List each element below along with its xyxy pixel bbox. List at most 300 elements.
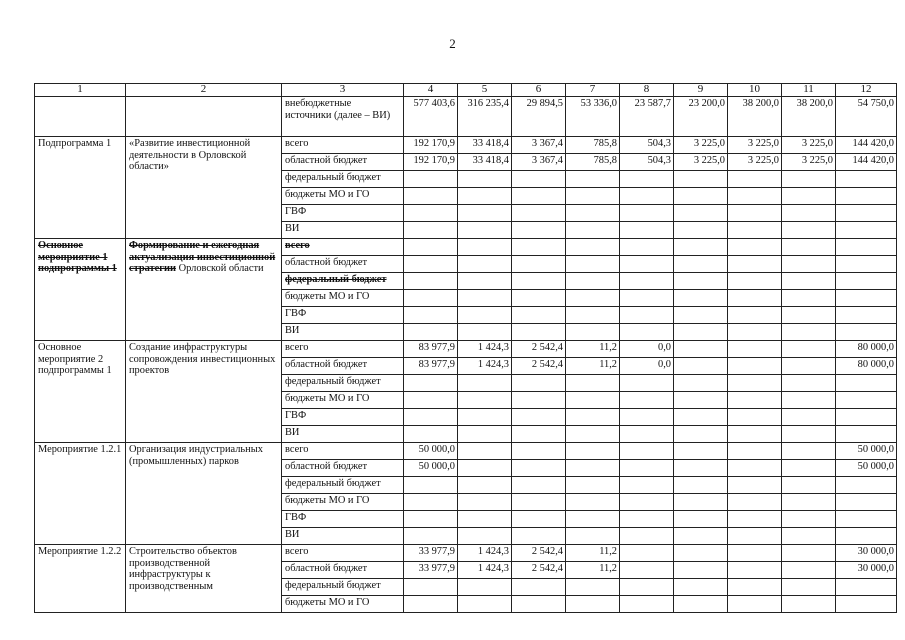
value-cell (620, 222, 674, 239)
value-cell: 11,2 (566, 358, 620, 375)
program-title: Строительство объектов производственной инфраструктуры к производственным (129, 546, 237, 592)
value-cell (674, 290, 728, 307)
value-cell (566, 596, 620, 613)
value-cell: 38 200,0 (728, 97, 782, 137)
program-title-cell (126, 341, 282, 443)
funding-source: бюджеты МО и ГО (285, 597, 370, 608)
value-cell (782, 511, 836, 528)
funding-source: внебюджетные источники (далее – ВИ) (285, 98, 391, 121)
funding-source: областной бюджет (285, 563, 368, 574)
value-cell: 80 000,0 (836, 358, 897, 375)
header-cell: 2 (126, 84, 282, 97)
value-cell (782, 494, 836, 511)
value-cell (782, 341, 836, 358)
value-cell: 33 418,4 (458, 137, 512, 154)
funding-source-cell (282, 562, 404, 579)
header-cell: 6 (512, 84, 566, 97)
value-cell (512, 256, 566, 273)
value-cell (836, 256, 897, 273)
value-cell: 30 000,0 (836, 545, 897, 562)
program-title: Организация индустриальных (промышленных) парков (129, 444, 263, 467)
value-cell (404, 579, 458, 596)
value-cell (512, 222, 566, 239)
value-cell (620, 511, 674, 528)
value-cell: 192 170,9 (404, 154, 458, 171)
header-cell: 7 (566, 84, 620, 97)
value-cell (512, 392, 566, 409)
funding-source: бюджеты МО и ГО (285, 393, 370, 404)
value-cell (458, 256, 512, 273)
funding-source-cell (282, 545, 404, 562)
value-cell (782, 256, 836, 273)
value-cell (728, 511, 782, 528)
value-cell (674, 375, 728, 392)
value-cell (620, 375, 674, 392)
value-cell (674, 341, 728, 358)
header-cell: 1 (35, 84, 126, 97)
value-cell (458, 273, 512, 290)
value-cell (836, 579, 897, 596)
value-cell: 33 977,9 (404, 545, 458, 562)
value-cell: 192 170,9 (404, 137, 458, 154)
page-number: 2 (449, 36, 456, 51)
value-cell (728, 596, 782, 613)
value-cell: 2 542,4 (512, 562, 566, 579)
funding-source-cell (282, 375, 404, 392)
value-cell: 83 977,9 (404, 341, 458, 358)
value-cell (512, 375, 566, 392)
funding-source-cell (282, 256, 404, 273)
value-cell (458, 392, 512, 409)
program-title-cell (126, 97, 282, 137)
value-cell (728, 358, 782, 375)
value-cell (620, 171, 674, 188)
value-cell (728, 375, 782, 392)
value-cell (566, 188, 620, 205)
value-cell (620, 528, 674, 545)
header-cell: 4 (404, 84, 458, 97)
value-cell (836, 426, 897, 443)
value-cell (512, 477, 566, 494)
funding-source: бюджеты МО и ГО (285, 189, 370, 200)
value-cell (674, 256, 728, 273)
value-cell (728, 460, 782, 477)
value-cell (458, 511, 512, 528)
funding-source: всего (285, 240, 310, 251)
value-cell (674, 562, 728, 579)
value-cell (566, 494, 620, 511)
value-cell (620, 426, 674, 443)
value-cell (620, 290, 674, 307)
header-cell: 5 (458, 84, 512, 97)
value-cell (782, 426, 836, 443)
value-cell (512, 443, 566, 460)
value-cell (512, 494, 566, 511)
value-cell (566, 222, 620, 239)
funding-source: всего (285, 444, 309, 455)
value-cell (782, 307, 836, 324)
value-cell (566, 239, 620, 256)
value-cell (512, 205, 566, 222)
value-cell (728, 426, 782, 443)
value-cell: 316 235,4 (458, 97, 512, 137)
value-cell: 0,0 (620, 341, 674, 358)
value-cell: 3 225,0 (728, 137, 782, 154)
value-cell (404, 324, 458, 341)
value-cell (674, 528, 728, 545)
value-cell (566, 171, 620, 188)
funding-source-cell (282, 222, 404, 239)
funding-source: областной бюджет (285, 359, 368, 370)
value-cell (836, 324, 897, 341)
value-cell (404, 205, 458, 222)
funding-source: федеральный бюджет (285, 478, 381, 489)
table-row (35, 443, 897, 460)
value-cell: 23 200,0 (674, 97, 728, 137)
funding-source: ГВФ (285, 206, 307, 217)
header-cell: 8 (620, 84, 674, 97)
value-cell (620, 205, 674, 222)
value-cell: 3 225,0 (782, 137, 836, 154)
value-cell (836, 528, 897, 545)
funding-source-cell (282, 477, 404, 494)
funding-source-cell (282, 528, 404, 545)
value-cell (512, 426, 566, 443)
value-cell (620, 256, 674, 273)
program-name: Мероприятие 1.2.2 (38, 546, 122, 557)
value-cell (620, 579, 674, 596)
value-cell (674, 511, 728, 528)
value-cell (674, 222, 728, 239)
value-cell (512, 460, 566, 477)
value-cell (674, 307, 728, 324)
value-cell (566, 528, 620, 545)
value-cell: 2 542,4 (512, 341, 566, 358)
program-title-cell (126, 239, 282, 341)
value-cell (512, 171, 566, 188)
value-cell (836, 511, 897, 528)
value-cell: 33 977,9 (404, 562, 458, 579)
value-cell (728, 562, 782, 579)
program-name: Основное мероприятие 1 подпрограммы 1 (38, 240, 117, 274)
program-name-cell (35, 545, 126, 613)
value-cell: 577 403,6 (404, 97, 458, 137)
value-cell (728, 324, 782, 341)
value-cell (458, 307, 512, 324)
funding-source: бюджеты МО и ГО (285, 291, 370, 302)
value-cell (620, 443, 674, 460)
funding-source-cell (282, 290, 404, 307)
value-cell: 144 420,0 (836, 137, 897, 154)
funding-source-cell (282, 579, 404, 596)
value-cell (458, 426, 512, 443)
value-cell (512, 188, 566, 205)
value-cell: 3 367,4 (512, 154, 566, 171)
value-cell (566, 273, 620, 290)
value-cell: 3 225,0 (674, 154, 728, 171)
value-cell (836, 188, 897, 205)
value-cell (512, 409, 566, 426)
value-cell (404, 511, 458, 528)
value-cell (674, 477, 728, 494)
funding-source-cell (282, 392, 404, 409)
funding-source-cell (282, 596, 404, 613)
funding-source: федеральный бюджет (285, 580, 381, 591)
value-cell (674, 324, 728, 341)
value-cell (782, 324, 836, 341)
funding-source: областной бюджет (285, 257, 368, 268)
value-cell (728, 171, 782, 188)
funding-source: ВИ (285, 325, 300, 336)
header-cell: 12 (836, 84, 897, 97)
value-cell (458, 239, 512, 256)
funding-source: ГВФ (285, 410, 307, 421)
funding-source-cell (282, 171, 404, 188)
funding-source-cell (282, 460, 404, 477)
funding-source: бюджеты МО и ГО (285, 495, 370, 506)
value-cell (512, 239, 566, 256)
value-cell (566, 307, 620, 324)
value-cell (782, 392, 836, 409)
value-cell (566, 392, 620, 409)
value-cell (566, 477, 620, 494)
value-cell (728, 341, 782, 358)
value-cell: 54 750,0 (836, 97, 897, 137)
value-cell (782, 222, 836, 239)
value-cell: 11,2 (566, 341, 620, 358)
funding-source-cell (282, 324, 404, 341)
value-cell (836, 222, 897, 239)
value-cell (836, 596, 897, 613)
value-cell (782, 562, 836, 579)
value-cell (782, 205, 836, 222)
funding-source-cell (282, 307, 404, 324)
value-cell (836, 392, 897, 409)
value-cell (404, 528, 458, 545)
value-cell (512, 273, 566, 290)
value-cell (728, 409, 782, 426)
value-cell: 1 424,3 (458, 562, 512, 579)
value-cell (404, 596, 458, 613)
value-cell (566, 256, 620, 273)
value-cell (458, 494, 512, 511)
program-name: Основное мероприятие 2 подпрограммы 1 (38, 342, 112, 376)
value-cell (404, 188, 458, 205)
value-cell (512, 579, 566, 596)
value-cell: 50 000,0 (404, 443, 458, 460)
value-cell (620, 239, 674, 256)
value-cell (512, 511, 566, 528)
value-cell: 50 000,0 (404, 460, 458, 477)
value-cell (728, 188, 782, 205)
value-cell: 38 200,0 (782, 97, 836, 137)
value-cell (674, 579, 728, 596)
value-cell (566, 205, 620, 222)
funding-source: ВИ (285, 529, 300, 540)
funding-source: федеральный бюджет (285, 172, 381, 183)
table-row (35, 97, 897, 137)
value-cell (404, 426, 458, 443)
value-cell: 3 225,0 (728, 154, 782, 171)
value-cell (404, 494, 458, 511)
value-cell (782, 188, 836, 205)
value-cell (620, 562, 674, 579)
value-cell (728, 273, 782, 290)
value-cell (458, 460, 512, 477)
program-name-cell (35, 341, 126, 443)
value-cell (674, 273, 728, 290)
value-cell (458, 375, 512, 392)
program-name-cell (35, 443, 126, 545)
program-title-struck: Формирование и ежегодная актуализация инвестиционной стратегии (129, 240, 276, 274)
funding-source-cell (282, 443, 404, 460)
value-cell (620, 409, 674, 426)
value-cell: 50 000,0 (836, 443, 897, 460)
value-cell: 3 225,0 (674, 137, 728, 154)
value-cell (458, 579, 512, 596)
value-cell (458, 205, 512, 222)
value-cell: 23 587,7 (620, 97, 674, 137)
value-cell: 3 367,4 (512, 137, 566, 154)
funding-source: ВИ (285, 223, 300, 234)
value-cell (836, 307, 897, 324)
table-row (35, 137, 897, 154)
value-cell (782, 460, 836, 477)
value-cell: 1 424,3 (458, 545, 512, 562)
header-cell: 11 (782, 84, 836, 97)
value-cell (512, 596, 566, 613)
funding-source: всего (285, 546, 309, 557)
funding-source-cell (282, 205, 404, 222)
value-cell: 1 424,3 (458, 341, 512, 358)
value-cell (782, 579, 836, 596)
value-cell (620, 273, 674, 290)
value-cell (620, 477, 674, 494)
value-cell (836, 273, 897, 290)
value-cell (836, 290, 897, 307)
value-cell (566, 290, 620, 307)
funding-source-cell (282, 494, 404, 511)
value-cell (566, 409, 620, 426)
value-cell (404, 273, 458, 290)
value-cell (674, 358, 728, 375)
value-cell (836, 494, 897, 511)
funding-source: ГВФ (285, 308, 307, 319)
value-cell (728, 205, 782, 222)
value-cell (836, 409, 897, 426)
value-cell (728, 494, 782, 511)
program-title-cell (126, 137, 282, 239)
value-cell: 33 418,4 (458, 154, 512, 171)
value-cell (728, 290, 782, 307)
value-cell (836, 205, 897, 222)
table-row (35, 545, 897, 562)
value-cell (620, 307, 674, 324)
value-cell (566, 579, 620, 596)
value-cell (404, 222, 458, 239)
value-cell (728, 392, 782, 409)
value-cell (836, 375, 897, 392)
value-cell: 11,2 (566, 562, 620, 579)
value-cell (674, 205, 728, 222)
value-cell: 144 420,0 (836, 154, 897, 171)
value-cell (728, 307, 782, 324)
value-cell (728, 579, 782, 596)
value-cell: 80 000,0 (836, 341, 897, 358)
value-cell (782, 273, 836, 290)
header-row (35, 84, 897, 97)
value-cell (620, 324, 674, 341)
value-cell (404, 477, 458, 494)
value-cell (728, 222, 782, 239)
funding-source-cell (282, 358, 404, 375)
value-cell: 504,3 (620, 137, 674, 154)
value-cell: 50 000,0 (836, 460, 897, 477)
funding-source: всего (285, 138, 309, 149)
value-cell (674, 494, 728, 511)
value-cell (566, 460, 620, 477)
header-cell: 9 (674, 84, 728, 97)
program-title-cell (126, 545, 282, 613)
value-cell (458, 596, 512, 613)
program-name-cell (35, 97, 126, 137)
value-cell (782, 290, 836, 307)
value-cell (566, 443, 620, 460)
value-cell (458, 222, 512, 239)
value-cell (836, 239, 897, 256)
value-cell (674, 409, 728, 426)
value-cell (620, 392, 674, 409)
value-cell (728, 443, 782, 460)
value-cell: 2 542,4 (512, 358, 566, 375)
program-title-cell (126, 443, 282, 545)
value-cell (782, 528, 836, 545)
value-cell (404, 375, 458, 392)
value-cell (566, 375, 620, 392)
program-title: «Развитие инвестиционной деятельности в Орловской области» (129, 138, 251, 172)
value-cell (836, 477, 897, 494)
value-cell: 11,2 (566, 545, 620, 562)
value-cell (404, 290, 458, 307)
value-cell (512, 324, 566, 341)
value-cell: 0,0 (620, 358, 674, 375)
value-cell (512, 528, 566, 545)
funding-source-cell (282, 426, 404, 443)
value-cell (512, 307, 566, 324)
value-cell (458, 290, 512, 307)
value-cell (782, 477, 836, 494)
value-cell (782, 239, 836, 256)
value-cell (404, 409, 458, 426)
value-cell (620, 460, 674, 477)
value-cell (458, 188, 512, 205)
funding-source-cell (282, 511, 404, 528)
value-cell (566, 511, 620, 528)
value-cell (404, 392, 458, 409)
program-name: Подпрограмма 1 (38, 138, 112, 149)
value-cell (728, 256, 782, 273)
program-name-cell (35, 239, 126, 341)
value-cell (458, 324, 512, 341)
funding-source-cell (282, 341, 404, 358)
value-cell (512, 290, 566, 307)
value-cell: 53 336,0 (566, 97, 620, 137)
value-cell (674, 171, 728, 188)
value-cell (782, 171, 836, 188)
value-cell (782, 375, 836, 392)
program-name: Мероприятие 1.2.1 (38, 444, 122, 455)
value-cell (458, 409, 512, 426)
